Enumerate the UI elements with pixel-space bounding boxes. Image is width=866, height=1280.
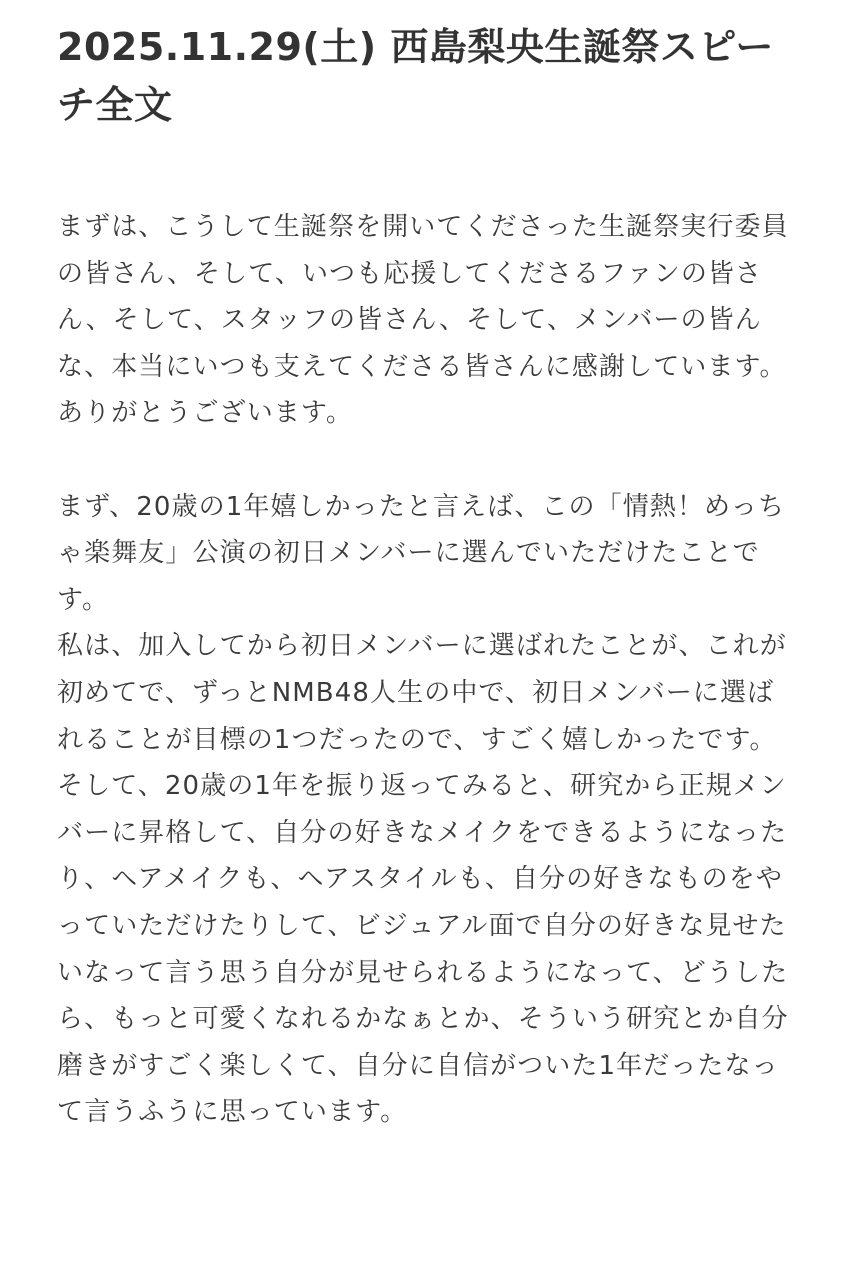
paragraph-spacer (57, 437, 797, 484)
paragraph-first-day-member: まず、20歳の1年嬉しかったと言えば、この「情熱！めっちゃ楽舞友」公演の初日メンバーに選んでいただけたことです。 (57, 491, 786, 615)
paragraph-goal: 私は、加入してから初日メンバーに選ばれたことが、これが初めてで、ずっとNMB48人生の中で、初日メンバーに選ばれることが目標の1つだったので、すごく嬉しかったです。 (57, 631, 787, 755)
article-title: 2025.11.29(土) 西島梨央生誕祭スピーチ全文 (57, 25, 774, 127)
article-body (57, 204, 797, 1136)
paragraph-reflection: そして、20歳の1年を振り返ってみると、研究から正規メンバーに昇格して、自分の好きなメイクをできるようになったり、ヘアメイクも、ヘアスタイルも、自分の好きなものをやっていただけたりして、ビジュアル面で自分の好きな見せたいなって言う思う自分が見せられるようになって、どうしたら、もっと可愛くなれるかなぁとか、そういう研究とか自分磨きがすごく楽しくて、自分に自信がついた1年だったなって言うふうに思っています。 (57, 771, 789, 1128)
paragraph-thanks: まずは、こうして生誕祭を開いてくださった生誕祭実行委員の皆さん、そして、いつも応援してくださるファンの皆さん、そして、スタッフの皆さん、そして、メンバーの皆んな、本当にいつも支えてくださる皆さんに感謝しています。ありがとうございます。 (57, 212, 789, 429)
article (57, 18, 797, 1136)
